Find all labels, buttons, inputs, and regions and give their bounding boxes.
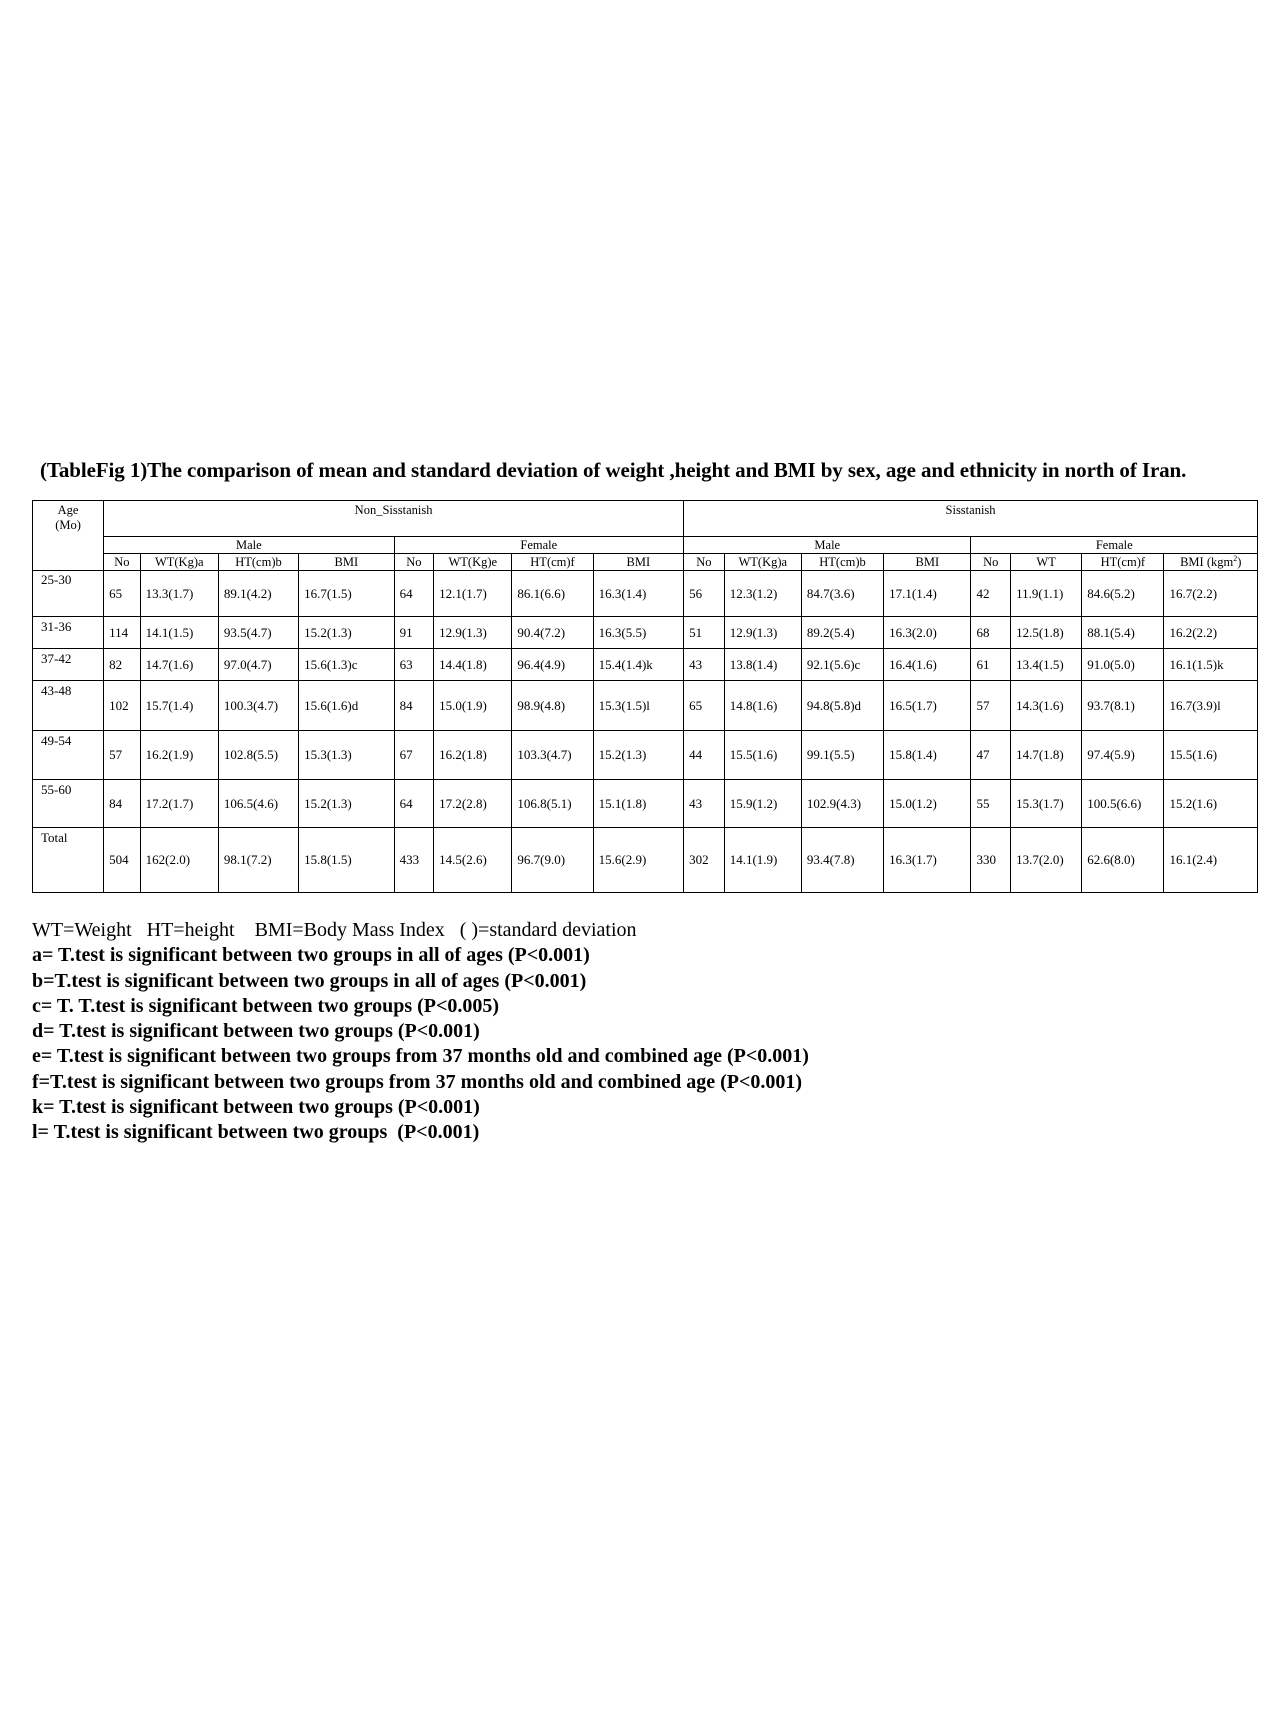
bmi-unit-close: ) — [1237, 555, 1242, 569]
table-cell: 100.5(6.6) — [1082, 780, 1164, 828]
table-cell: 42 — [971, 571, 1011, 617]
table-cell: 65 — [104, 571, 141, 617]
table-cell: 61 — [971, 649, 1011, 681]
table-cell: 90.4(7.2) — [512, 617, 593, 649]
table-cell: 93.4(7.8) — [801, 828, 883, 893]
table-cell: 15.6(1.3)c — [299, 649, 394, 681]
table-cell: 57 — [971, 681, 1011, 731]
table-cell: 55 — [971, 780, 1011, 828]
table-cell: 93.5(4.7) — [218, 617, 298, 649]
table-cell: 15.7(1.4) — [140, 681, 218, 731]
table-cell: 98.9(4.8) — [512, 681, 593, 731]
column-header: No — [684, 554, 725, 571]
table-cell: 43 — [684, 780, 725, 828]
table-cell: 14.5(2.6) — [434, 828, 512, 893]
age-cell: 55-60 — [33, 780, 104, 828]
table-cell: 51 — [684, 617, 725, 649]
sex-header: Female — [394, 537, 684, 554]
table-row — [33, 681, 1258, 731]
table-cell: 15.5(1.6) — [1164, 731, 1258, 780]
table-cell: 15.1(1.8) — [593, 780, 683, 828]
table-cell: 15.4(1.4)k — [593, 649, 683, 681]
table-row — [33, 731, 1258, 780]
table-cell: 89.2(5.4) — [801, 617, 883, 649]
table-cell: 96.7(9.0) — [512, 828, 593, 893]
table-cell: 82 — [104, 649, 141, 681]
table-cell: 15.3(1.3) — [299, 731, 394, 780]
table-cell: 16.7(3.9)l — [1164, 681, 1258, 731]
table-cell: 63 — [394, 649, 434, 681]
table-cell: 12.9(1.3) — [724, 617, 801, 649]
table-cell: 16.1(2.4) — [1164, 828, 1258, 893]
table-cell: 97.0(4.7) — [218, 649, 298, 681]
sex-header: Female — [971, 537, 1258, 554]
sex-header-row — [33, 537, 1258, 554]
column-header: BMI — [593, 554, 683, 571]
column-header: BMI — [884, 554, 971, 571]
age-cell: 43-48 — [33, 681, 104, 731]
column-header: WT(Kg)e — [434, 554, 512, 571]
group-header-sisstanish: Sisstanish — [684, 501, 1258, 537]
bmi-unit-text: BMI (kgm — [1180, 555, 1234, 569]
table-cell: 15.8(1.4) — [884, 731, 971, 780]
table-cell: 17.1(1.4) — [884, 571, 971, 617]
footnote-line: d= T.test is significant between two groups (P<0.001) — [32, 1020, 480, 1043]
footnote-line: a= T.test is significant between two groups in all of ages (P<0.001) — [32, 944, 590, 967]
table-cell: 14.7(1.8) — [1011, 731, 1082, 780]
table-cell: 15.6(1.6)d — [299, 681, 394, 731]
table-cell: 92.1(5.6)c — [801, 649, 883, 681]
table-cell: 14.7(1.6) — [140, 649, 218, 681]
table-cell: 97.4(5.9) — [1082, 731, 1164, 780]
table-cell: 16.2(2.2) — [1164, 617, 1258, 649]
table-cell: 13.7(2.0) — [1011, 828, 1082, 893]
table-cell: 433 — [394, 828, 434, 893]
footnote-line: k= T.test is significant between two groups (P<0.001) — [32, 1096, 480, 1119]
table-cell: 504 — [104, 828, 141, 893]
table-cell: 16.3(1.7) — [884, 828, 971, 893]
table-cell: 96.4(4.9) — [512, 649, 593, 681]
column-header: HT(cm)b — [218, 554, 298, 571]
table-cell: 84.6(5.2) — [1082, 571, 1164, 617]
table-cell: 17.2(2.8) — [434, 780, 512, 828]
table-cell: 15.3(1.5)l — [593, 681, 683, 731]
footnote-line: c= T. T.test is significant between two groups (P<0.005) — [32, 994, 500, 1017]
abbreviation-legend: WT=Weight HT=height BMI=Body Mass Index ( )=standard deviation — [32, 919, 637, 941]
table-cell: 102.8(5.5) — [218, 731, 298, 780]
table-cell: 12.9(1.3) — [434, 617, 512, 649]
column-header: HT(cm)f — [512, 554, 593, 571]
column-header: HT(cm)b — [801, 554, 883, 571]
column-header: WT — [1011, 554, 1082, 571]
table-cell: 12.1(1.7) — [434, 571, 512, 617]
table-cell: 15.0(1.2) — [884, 780, 971, 828]
table-row — [33, 828, 1258, 893]
group-header-row — [33, 501, 1258, 537]
table-cell: 91.0(5.0) — [1082, 649, 1164, 681]
age-cell: 31-36 — [33, 617, 104, 649]
table-cell: 17.2(1.7) — [140, 780, 218, 828]
table-body — [33, 571, 1258, 893]
column-header: WT(Kg)a — [140, 554, 218, 571]
table-cell: 65 — [684, 681, 725, 731]
table-cell: 102.9(4.3) — [801, 780, 883, 828]
table-cell: 106.8(5.1) — [512, 780, 593, 828]
sex-header: Male — [104, 537, 394, 554]
column-header-row — [33, 554, 1258, 571]
table-cell: 16.3(1.4) — [593, 571, 683, 617]
table-cell: 44 — [684, 731, 725, 780]
table-cell: 114 — [104, 617, 141, 649]
table-cell: 13.4(1.5) — [1011, 649, 1082, 681]
column-header-bmi-unit — [1164, 554, 1258, 571]
table-cell: 14.8(1.6) — [724, 681, 801, 731]
table-cell: 15.2(1.6) — [1164, 780, 1258, 828]
age-cell: 49-54 — [33, 731, 104, 780]
column-header: No — [394, 554, 434, 571]
table-cell: 16.7(1.5) — [299, 571, 394, 617]
table-cell: 302 — [684, 828, 725, 893]
table-row — [33, 571, 1258, 617]
table-cell: 15.9(1.2) — [724, 780, 801, 828]
table-cell: 86.1(6.6) — [512, 571, 593, 617]
table-cell: 16.2(1.8) — [434, 731, 512, 780]
footnote-line: b=T.test is significant between two groups in all of ages (P<0.001) — [32, 969, 587, 992]
table-row — [33, 649, 1258, 681]
table-cell: 13.8(1.4) — [724, 649, 801, 681]
age-cell: Total — [33, 828, 104, 893]
footnote-list — [32, 943, 809, 1145]
table-cell: 102 — [104, 681, 141, 731]
column-header: WT(Kg)a — [724, 554, 801, 571]
table-cell: 15.8(1.5) — [299, 828, 394, 893]
table-cell: 94.8(5.8)d — [801, 681, 883, 731]
table-cell: 64 — [394, 571, 434, 617]
table-cell: 14.3(1.6) — [1011, 681, 1082, 731]
table-cell: 84 — [104, 780, 141, 828]
column-header: BMI — [299, 554, 394, 571]
table-cell: 15.6(2.9) — [593, 828, 683, 893]
sex-header: Male — [684, 537, 971, 554]
table-cell: 93.7(8.1) — [1082, 681, 1164, 731]
table-cell: 64 — [394, 780, 434, 828]
column-header: HT(cm)f — [1082, 554, 1164, 571]
age-cell: 37-42 — [33, 649, 104, 681]
table-cell: 16.7(2.2) — [1164, 571, 1258, 617]
footnote-line: e= T.test is significant between two groups from 37 months old and combined age (P<0.001) — [32, 1045, 809, 1068]
footnote-line: f=T.test is significant between two groups from 37 months old and combined age (P<0.001) — [32, 1070, 803, 1093]
table-cell: 15.0(1.9) — [434, 681, 512, 731]
table-cell: 103.3(4.7) — [512, 731, 593, 780]
table-cell: 330 — [971, 828, 1011, 893]
group-header-non-sisstanish: Non_Sisstanish — [104, 501, 684, 537]
table-cell: 162(2.0) — [140, 828, 218, 893]
age-header-line1: Age — [57, 503, 79, 517]
table-cell: 14.1(1.5) — [140, 617, 218, 649]
column-header: No — [104, 554, 141, 571]
column-header: No — [971, 554, 1011, 571]
table-cell: 15.3(1.7) — [1011, 780, 1082, 828]
table-cell: 84.7(3.6) — [801, 571, 883, 617]
table-cell: 99.1(5.5) — [801, 731, 883, 780]
table-cell: 91 — [394, 617, 434, 649]
table-cell: 16.2(1.9) — [140, 731, 218, 780]
table-cell: 14.4(1.8) — [434, 649, 512, 681]
table-cell: 14.1(1.9) — [724, 828, 801, 893]
table-cell: 56 — [684, 571, 725, 617]
table-cell: 12.5(1.8) — [1011, 617, 1082, 649]
table-cell: 15.2(1.3) — [593, 731, 683, 780]
table-cell: 43 — [684, 649, 725, 681]
age-header — [33, 501, 104, 571]
table-cell: 84 — [394, 681, 434, 731]
table-cell: 98.1(7.2) — [218, 828, 298, 893]
table-cell: 57 — [104, 731, 141, 780]
table-row — [33, 780, 1258, 828]
table-cell: 100.3(4.7) — [218, 681, 298, 731]
table-cell: 16.1(1.5)k — [1164, 649, 1258, 681]
table-cell: 12.3(1.2) — [724, 571, 801, 617]
table-cell: 16.3(5.5) — [593, 617, 683, 649]
table-cell: 106.5(4.6) — [218, 780, 298, 828]
table-cell: 15.5(1.6) — [724, 731, 801, 780]
table-cell: 89.1(4.2) — [218, 571, 298, 617]
bmi-unit-superscript: 2 — [1233, 553, 1238, 563]
footnote-line: l= T.test is significant between two groups (P<0.001) — [32, 1121, 480, 1144]
table-cell: 47 — [971, 731, 1011, 780]
table-cell: 68 — [971, 617, 1011, 649]
table-cell: 88.1(5.4) — [1082, 617, 1164, 649]
age-cell: 25-30 — [33, 571, 104, 617]
table-cell: 13.3(1.7) — [140, 571, 218, 617]
table-cell: 15.2(1.3) — [299, 780, 394, 828]
data-table — [32, 500, 1258, 893]
table-cell: 67 — [394, 731, 434, 780]
footnotes — [32, 918, 809, 1146]
table-row — [33, 617, 1258, 649]
table-cell: 16.3(2.0) — [884, 617, 971, 649]
table-cell: 62.6(8.0) — [1082, 828, 1164, 893]
age-header-line2: (Mo) — [55, 518, 81, 532]
table-cell: 11.9(1.1) — [1011, 571, 1082, 617]
table-cell: 16.4(1.6) — [884, 649, 971, 681]
table-cell: 16.5(1.7) — [884, 681, 971, 731]
table-title: (TableFig 1)The comparison of mean and standard deviation of weight ,height and BMI by sex, age and ethnicity in north of Iran. — [40, 458, 1187, 482]
table-cell: 15.2(1.3) — [299, 617, 394, 649]
